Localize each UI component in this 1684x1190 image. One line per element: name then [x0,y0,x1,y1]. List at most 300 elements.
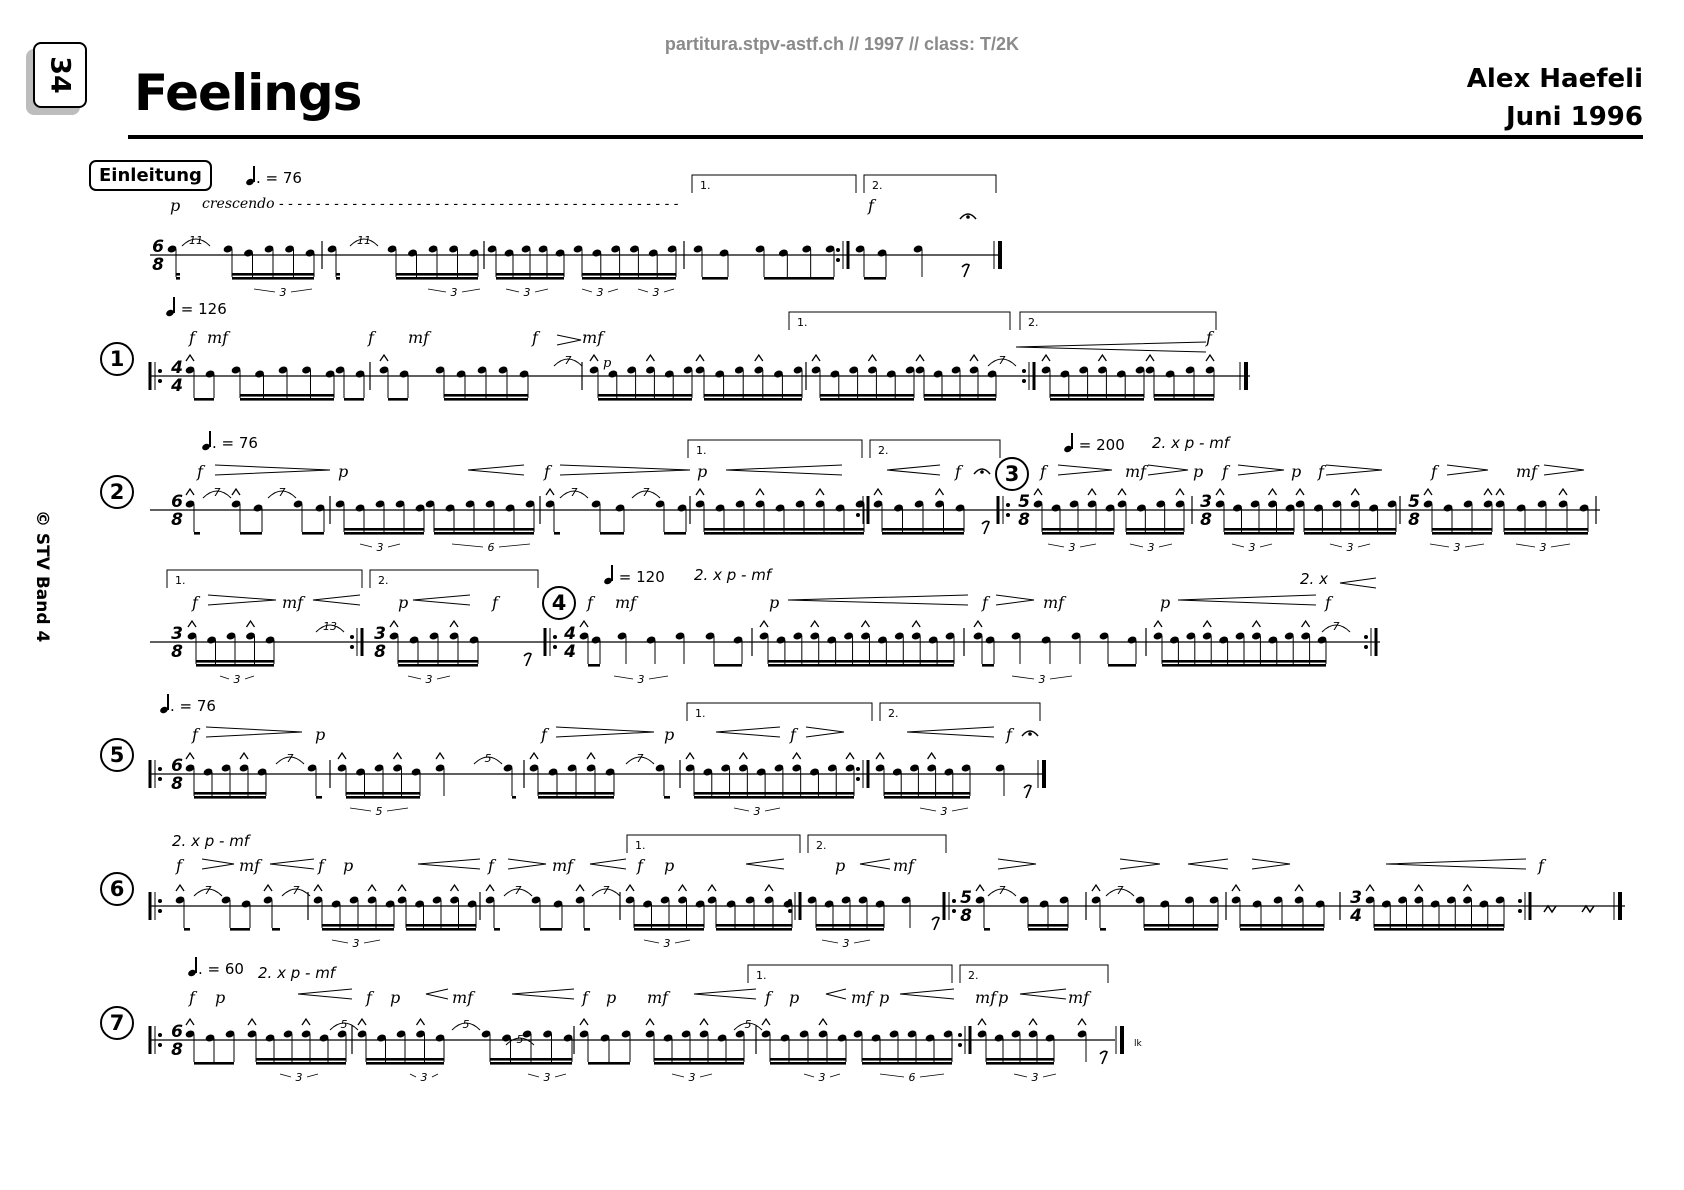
beam [176,273,180,276]
time-sig-6a-denominator: 8 [960,906,972,926]
accent-mark [1415,885,1423,891]
tuplet-7a-number: 5 [340,1018,348,1031]
beam [1126,532,1184,535]
tuplet-4e-number: 7 [1332,620,1340,633]
beam [336,273,340,276]
dynamic: f [582,988,588,1007]
volta-4-1 [167,570,362,588]
accent-mark [708,885,716,891]
tuplet-7-3a-right [307,1074,318,1077]
dynamic: p [603,356,612,371]
accent-mark [338,753,346,759]
accent-mark [916,355,924,361]
dynamic: p [697,462,708,481]
accent-mark [646,1019,654,1025]
beam [194,1062,234,1065]
tuplet-3a-right [1080,544,1096,547]
crescendo-hairpin [313,595,360,605]
volta-7-2 [960,965,1108,983]
beam [816,928,884,931]
tuplet-intro-b-number: 11 [357,234,371,247]
dynamic: mf [893,856,915,875]
beam [346,792,420,795]
beam [232,277,314,280]
volta-1-2 [1020,312,1216,330]
tuplet-intro-3a-right [291,289,312,292]
beam [398,664,478,667]
beam [588,664,600,667]
tuplet-4a-right [245,676,254,679]
tuplet-4-13-number: 13 [323,620,337,633]
crescendo-hairpin [694,989,756,999]
tuplet-intro-3d-left [582,289,592,292]
tuplet-5a-number: 7 [286,752,294,765]
accent-mark [358,1019,366,1025]
repeat-end-5-dot [856,777,860,781]
beam [1240,924,1324,927]
dynamic: mf [282,593,304,612]
beam [538,792,614,795]
repeat-start-6-dot [158,909,162,913]
accent-mark [874,489,882,495]
beam [194,796,266,799]
beam [1154,394,1214,397]
repeat-start-6b-dot [952,909,956,913]
accent-mark [1216,489,1224,495]
accent-mark [876,753,884,759]
beam [344,528,424,531]
accent-mark [755,355,763,361]
tuplet-intro-3e-number: 3 [652,286,660,299]
time-sig-2-numerator: 6 [171,492,183,512]
tuplet-5-3b-left [920,808,936,811]
accent-mark [846,753,854,759]
beam [884,792,970,795]
repeat-end-intro-dot [836,258,840,262]
copyright-note: © STV Band 4 [32,510,52,643]
accent-mark [819,1019,827,1025]
accent-mark [186,355,194,361]
beam [1050,398,1144,401]
dynamic: p [664,856,675,875]
dynamic: f [1325,593,1331,612]
beam [984,928,990,931]
rehearsal-mark-3: 3 [995,457,1029,491]
beam [1304,528,1396,531]
eighth-rest-icon [1024,785,1031,798]
tuplet-7-3f-left [1014,1074,1027,1077]
volta-7-1-label: 1. [756,969,767,982]
accent-mark [861,621,869,627]
tuplet-intro-3c-number: 3 [523,286,531,299]
beam [588,1062,630,1065]
beam [554,532,560,535]
dynamic: p [606,988,617,1007]
repeat-start-5-dot [158,767,162,771]
tuplet-6-3a-right [364,940,380,943]
accent-mark [240,753,248,759]
dynamic: p [835,856,846,875]
beam [1126,528,1184,531]
dynamic: p [215,988,226,1007]
volta-1-1 [789,312,1010,330]
beam [864,277,886,280]
repeat-start-6b-dot [952,899,956,903]
accent-mark [186,1019,194,1025]
dynamic: p [1160,593,1171,612]
tuplet-intro-3d-right [608,289,618,292]
beam [1240,928,1324,931]
accent-mark [816,489,824,495]
accent-mark [1098,355,1106,361]
repeat-end-5-dot [856,767,860,771]
beam [512,796,516,799]
repeat-dynamics-4: 2. x p - mf [694,566,772,584]
tempo-marking-2: . = 76 [202,432,258,452]
accent-mark [696,355,704,361]
time-sig-3a-denominator: 8 [1018,510,1030,530]
beam [1144,924,1218,927]
dynamic: f [982,593,988,612]
tuplet-2-3a-left [360,544,372,547]
tuplet-6-3b-right [675,940,690,943]
accent-mark [1464,885,1472,891]
decrescendo-hairpin [1238,465,1284,475]
accent-mark [756,489,764,495]
volta-5-2-label: 2. [888,707,899,720]
dynamic: mf [851,988,873,1007]
time-sig-4c-numerator: 4 [564,624,576,644]
repeat-start-6-dot [158,899,162,903]
crescendo-hairpin [746,859,784,869]
decrescendo-hairpin [556,727,654,737]
dynamic: f [1538,856,1544,875]
beam [714,664,742,667]
beam [272,928,280,931]
crescendo-hairpin [726,465,842,475]
tuplet-7-3b-left [410,1074,416,1077]
dynamic: mf [975,988,997,1007]
tuplet-3e-left [1430,544,1449,547]
accent-mark [978,1019,986,1025]
tuplet-6a-number: 7 [204,884,212,897]
dynamic: f [1318,462,1324,481]
beam [194,398,214,401]
tuplet-5-5-left [350,808,371,811]
tuplet-2-6-number: 6 [487,541,495,554]
beam [1504,532,1588,535]
time-sig-5-numerator: 6 [171,756,183,776]
accent-mark [1154,621,1162,627]
beam [694,796,854,799]
dynamic: p [338,462,349,481]
tuplet-4c-right [649,676,668,679]
repeat-end-6b-dot [1518,909,1522,913]
accent-mark [390,621,398,627]
accent-mark [486,885,494,891]
accent-mark [587,753,595,759]
beam [302,532,324,535]
accent-mark [646,355,654,361]
accent-mark [394,753,402,759]
tuplet-2-3a-number: 3 [376,541,384,554]
crescendo-hairpin [418,859,480,869]
volta-2-2 [870,440,1000,458]
tuplet-4c-left [614,676,633,679]
dynamic: mf [1068,988,1090,1007]
tuplet-5-3a-number: 3 [753,805,761,818]
crescendo-hairpin [1020,989,1066,999]
beam [768,664,954,667]
tempo-marking-5: . = 76 [160,695,216,715]
beam [654,1058,744,1061]
volta-2-1-label: 1. [696,444,707,457]
beam [820,394,914,397]
accent-mark [580,1019,588,1025]
beam [598,394,692,397]
tuplet-6d-number: 7 [602,884,610,897]
tuplet-3b-left [1130,544,1143,547]
beam [1042,528,1114,531]
accent-mark [247,621,255,627]
accent-mark [176,885,184,891]
tuplet-intro-number: 11 [189,234,203,247]
volta-intro-2 [864,175,996,193]
time-sig-6a-numerator: 5 [960,888,972,908]
time-sig-3b-denominator: 8 [1200,510,1212,530]
repeat-end-4a-dot [350,645,354,649]
fermata-5-dot [1028,732,1032,736]
beam [444,394,528,397]
dynamic: p [398,593,409,612]
beam [704,398,802,401]
decrescendo-hairpin [1544,465,1584,475]
tuplet-7d-number: 5 [744,1018,752,1031]
accent-mark [530,753,538,759]
beam [406,928,476,931]
accent-mark [1203,621,1211,627]
end-mark: lk [1134,1039,1142,1049]
dynamic: mf [1125,462,1147,481]
time-sig-6b-numerator: 3 [1350,888,1362,908]
dynamic: f [176,856,182,875]
dynamic: f [544,462,550,481]
dynamic: p [879,988,890,1007]
beam [232,273,314,276]
time-sig-3c-denominator: 8 [1408,510,1420,530]
time-sig-2-denominator: 8 [171,510,183,530]
beam [396,277,478,280]
dynamic: f [192,593,198,612]
beam [1154,398,1214,401]
accent-mark [314,885,322,891]
beam [240,532,262,535]
accent-mark [700,1019,708,1025]
time-sig-4a-numerator: 3 [171,624,183,644]
dynamic: p [998,988,1009,1007]
dynamic: mf [582,328,604,347]
beam [1042,532,1114,535]
dynamic: f [488,856,494,875]
crescendo-text: crescendo - - - - - - - - - - - - - - - - - - - - - - - - - - - - - - - - - - - - - - - - - - - - [202,196,679,212]
dynamic: p [664,725,675,744]
time-sig-4b-numerator: 3 [374,624,386,644]
dynamic: p [789,988,800,1007]
accent-mark [970,355,978,361]
beam [406,924,476,927]
repeat-start-5-dot [158,777,162,781]
time-sig-3c-numerator: 5 [1408,492,1420,512]
quarter-rest-icon [1582,906,1594,912]
tuplet-7-3d-number: 3 [688,1071,696,1084]
volta-5-2 [880,703,1040,721]
beam [770,1058,846,1061]
tuplet-intro-3c-right [535,289,548,292]
volta-intro-1-label: 1. [700,179,711,192]
dynamic-intro-start: p [170,196,181,215]
beam [1050,394,1144,397]
crescendo-hairpin [1178,595,1316,605]
tuplet-4a-left [220,676,229,679]
tuplet-5-3b-number: 3 [940,805,948,818]
tuplet-5b-number: 5 [484,752,492,765]
crescendo-hairpin [512,989,574,999]
dynamic: f [366,988,372,1007]
tuplet-2d-number: 7 [642,486,650,499]
beam [634,924,704,927]
dynamic: f [1222,462,1228,481]
fermata-intro-dot [966,215,970,219]
beam [716,924,792,927]
accent-mark [696,489,704,495]
dynamic: mf [1043,593,1065,612]
dynamic: p [1291,462,1302,481]
repeat-end-7-dot [958,1043,962,1047]
composer-name: Alex Haefeli [1466,64,1643,94]
tuplet-6-3b-left [644,940,659,943]
beam [494,928,500,931]
accent-mark [1146,355,1154,361]
accent-mark [679,885,687,891]
crescendo-hairpin [1340,578,1376,588]
beam [176,277,180,280]
beam [538,796,614,799]
accent-mark [436,753,444,759]
tuplet-5-3a-right [765,808,780,811]
beam [490,1062,572,1065]
beam [322,924,394,927]
beam [1504,528,1588,531]
piece-title: Feelings [134,64,362,122]
repeat-start-3-dot [1006,513,1010,517]
beam [716,928,792,931]
crescendo-hairpin [468,465,524,475]
tempo-marking-intro: . = 76 [246,167,302,187]
tuplet-2-6-left [452,544,483,547]
crescendo-hairpin [298,989,352,999]
tuplet-4d-number: 3 [1038,673,1046,686]
tuplet-5-3b-right [952,808,968,811]
beam [882,532,964,535]
decrescendo-hairpin [1148,465,1188,475]
time-sig-3b-numerator: 3 [1200,492,1212,512]
repeat-end-1-dot [1022,369,1026,373]
accent-mark [762,1019,770,1025]
tuplet-7c-number: 5 [516,1033,524,1046]
beam [768,660,954,663]
beam [1162,660,1326,663]
beam [584,928,590,931]
accent-mark [739,753,747,759]
repeat-dynamics-4-short: 2. x [1300,570,1328,588]
accent-mark [1252,621,1260,627]
accent-mark [380,355,388,361]
decrescendo-hairpin [206,727,302,737]
tuplet-6e-number: 7 [998,884,1006,897]
tuplet-3c-number: 3 [1248,541,1256,554]
accent-mark [417,1019,425,1025]
dynamic: f [532,328,538,347]
dynamic: f [197,462,203,481]
repeat-end-2-dot [856,513,860,517]
crescendo-hairpin [716,727,780,737]
beam [496,273,564,276]
decrescendo-hairpin [202,859,234,869]
decrescendo-hairpin [1447,465,1488,475]
volta-5-1 [687,703,872,721]
tuplet-intro-3b-right [462,289,480,292]
repeat-end-6a-dot [788,909,792,913]
decrescendo-hairpin [1058,465,1112,475]
volta-1-1-label: 1. [797,316,808,329]
tuplet-2-3a-right [388,544,400,547]
beam [882,528,964,531]
section-label-intro: Einleitung [89,160,212,191]
tuplet-intro-3c-left [506,289,519,292]
dynamic: f [192,725,198,744]
beam [434,532,534,535]
eighth-rest-icon [932,917,939,930]
decrescendo-hairpin [1120,859,1160,869]
time-sig-1-denominator: 4 [171,376,183,396]
beam [398,660,478,663]
fermata-2-dot [980,470,984,474]
beam [1304,532,1396,535]
crescendo-hairpin [826,989,846,999]
dynamic: f [189,988,195,1007]
accent-mark [868,355,876,361]
tuplet-7-3e-right [830,1074,840,1077]
accent-mark [186,489,194,495]
accent-mark [1351,489,1359,495]
tuplet-6c-number: 7 [514,884,522,897]
beam [196,664,274,667]
beam [194,792,266,795]
beam [986,1062,1054,1065]
accent-mark [546,489,554,495]
dynamic: mf [239,856,261,875]
dynamic: f [318,856,324,875]
time-sig-4b-denominator: 8 [374,642,386,662]
tuplet-3d-number: 3 [1346,541,1354,554]
tuplet-7-3e-number: 3 [818,1071,826,1084]
beam [322,928,394,931]
beam [1144,928,1218,931]
beam [704,528,864,531]
tempo-marking-3: = 200 [1064,434,1125,454]
beam [434,528,534,531]
accent-mark [1042,355,1050,361]
